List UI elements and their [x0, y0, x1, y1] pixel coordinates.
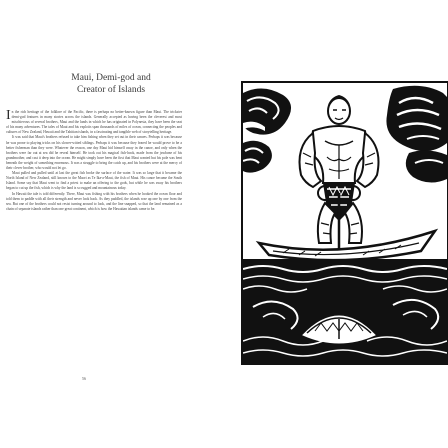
paragraph-1	[6, 110, 182, 135]
right-page	[224, 0, 448, 448]
chapter-title-line-1: Maui, Demi-god and	[71, 73, 151, 83]
paragraph-3: Maui pulled and pulled until at last the great fish broke the surface of the water. It was so large that it became the North Island of New Zealand, still known to the Maori as Te Ika-a-Maui, the fish of Maui. His canoe became the South Island. Some say that Maui went to find a priest to make an offering to the gods, but while he was away his brothers began to cut up the fish, which is why the land is so rugged and mountainous today.	[6, 171, 182, 191]
maui-fishing-illustration	[241, 81, 448, 365]
chapter-title-line-2: Creator of Islands	[76, 85, 146, 95]
ocean-waves	[243, 259, 447, 363]
paragraph-2: It was said that Maui's brothers refused to take him fishing when they set out in their canoes. Perhaps it was because he was prone to playing tricks on his slower-witted siblings. Perhaps it was because they feared he would prove to be a better fisherman than they were. Whatever the reason, one day Maui hid himself away in the canoe, and only when the brothers were far out at sea did he reveal himself. He took out his magical fish-hook, made from the jawbone of his grandmother, and cast it deep into the ocean. He might simply have been the first that Maui wanted but his pole was bent beneath the weight of something enormous. It was a struggle to bring the catch up, and his brothers were at the mercy of their clever brother, who would not let go.	[6, 135, 182, 171]
paragraph-4: In Hawaii the tale is told differently. There, Maui was fishing with his brothers when he hooked the ocean floor and told them to paddle with all their strength and never look back. As they paddled, the islands rose up one by one from the sea. But one of the brothers could not resist turning around to look, and the line snapped, so that the land remained as a chain of separate islands rather than one great continent, which is how the Hawaiian islands came to be.	[6, 191, 182, 211]
body-text	[6, 110, 182, 370]
page-number: 56	[82, 376, 86, 381]
chapter-title	[8, 72, 214, 96]
paragraph-1-text: n the rich heritage of the folklore of the Pacific, there is perhaps no better-known figure than Maui. The trickster demi-god features in many stories across the islands. Generally accepted as having been the cleverest and most mischievous of several brothers, Maui and the lands in which he has originated in Polynesia, they have been the seat of his many adventures. The tales of Maui and his exploits span thousands of miles of ocean, connecting the peoples and cultures of New Zealand, Hawaii and the Tahitian islands, in a fascinating and tangible web of storytelling heritage.	[6, 110, 182, 135]
woodcut-illustration	[243, 83, 447, 363]
drop-cap: I	[6, 110, 11, 123]
